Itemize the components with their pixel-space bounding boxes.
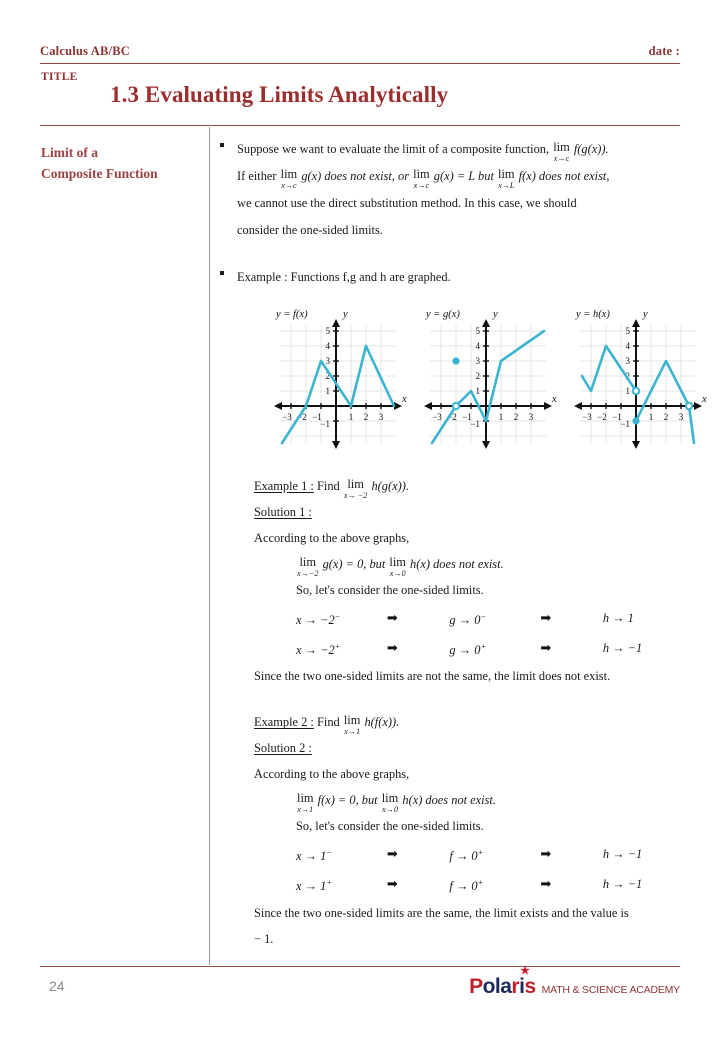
graph-h bbox=[568, 303, 708, 453]
svg-text:4: 4 bbox=[325, 341, 330, 351]
solution-1-label-text: Solution 1 : bbox=[254, 505, 312, 519]
svg-text:2: 2 bbox=[325, 371, 330, 381]
chain-g-2: g → 0+ bbox=[449, 641, 487, 658]
spacer bbox=[218, 689, 688, 709]
limit-operator bbox=[281, 168, 298, 190]
svg-text:1: 1 bbox=[475, 386, 480, 396]
graph-h-title: y = h(x) bbox=[576, 309, 610, 320]
graph-g-title: y = g(x) bbox=[426, 309, 460, 320]
solution-1-chain-row-2 bbox=[296, 633, 688, 663]
limit-operator bbox=[553, 141, 570, 163]
limit-operator bbox=[297, 792, 314, 814]
graph-h-svg bbox=[568, 303, 708, 453]
intro-line-2-end: f(x) does not exist, bbox=[518, 169, 610, 183]
logo-tagline: MATH & SCIENCE ACADEMY bbox=[541, 984, 680, 996]
svg-text:2: 2 bbox=[663, 412, 669, 422]
graph-g-ylabel: y bbox=[493, 309, 498, 320]
date-label: date : bbox=[648, 44, 680, 58]
svg-text:3: 3 bbox=[625, 356, 630, 366]
limit-op: lim bbox=[381, 791, 399, 806]
example-2-prompt bbox=[254, 709, 688, 735]
solution-2-conclusion-line-1: Since the two one-sided limits are the same, the limit exists and the value is bbox=[254, 905, 629, 920]
limit-sub: x→1 bbox=[344, 727, 361, 737]
limit-sub: x→c bbox=[281, 181, 297, 191]
limit-operator bbox=[498, 168, 515, 190]
solution-2-chain-row-2 bbox=[296, 869, 688, 899]
svg-text:2: 2 bbox=[513, 412, 519, 422]
chain-f-1: f → 0+ bbox=[449, 847, 484, 864]
logo-letter-r: r bbox=[511, 975, 520, 998]
limit-op: lim bbox=[347, 477, 364, 492]
chain-x-1: x → −2− bbox=[296, 611, 341, 628]
limit-operator bbox=[297, 556, 318, 578]
svg-text:1: 1 bbox=[348, 412, 354, 422]
svg-text:3: 3 bbox=[378, 412, 384, 422]
example-2-expr: h(f(x)). bbox=[364, 715, 400, 730]
closed-point bbox=[452, 357, 459, 364]
example-1-expr: h(g(x)). bbox=[371, 479, 409, 493]
chain-h-1: h → −1 bbox=[602, 847, 643, 862]
open-point bbox=[686, 403, 692, 409]
column-divider bbox=[209, 127, 210, 965]
intro-line-1 bbox=[237, 136, 688, 163]
main-content bbox=[218, 136, 707, 952]
svg-text:4: 4 bbox=[625, 341, 630, 351]
limit-sub: x→0 bbox=[389, 569, 406, 579]
svg-text:3: 3 bbox=[528, 412, 534, 422]
graph-row bbox=[246, 303, 707, 453]
limit-operator bbox=[389, 556, 406, 578]
logo-wordmark bbox=[469, 965, 536, 999]
axes bbox=[278, 323, 398, 445]
chain-h-2: h → −1 bbox=[602, 877, 643, 892]
svg-text:−3: −3 bbox=[582, 412, 592, 422]
solution-1-equation-mid: g(x) = 0, but bbox=[322, 557, 386, 571]
chain-x-2: x → −2+ bbox=[296, 641, 341, 658]
header-divider-bottom bbox=[40, 125, 680, 126]
svg-text:3: 3 bbox=[475, 356, 480, 366]
arrow-icon: ➡ bbox=[540, 610, 552, 626]
limit-op: lim bbox=[280, 167, 298, 182]
open-point bbox=[633, 388, 639, 394]
sidebar-heading bbox=[41, 142, 201, 184]
header-divider-top bbox=[40, 63, 680, 64]
svg-text:−2: −2 bbox=[597, 412, 607, 422]
intro-line-2-mid-2: g(x) = L but bbox=[433, 169, 494, 183]
graph-g-svg bbox=[418, 303, 558, 453]
limit-sub: x→0 bbox=[382, 805, 398, 815]
solution-2-label-text: Solution 2 : bbox=[254, 741, 312, 756]
sidebar-heading-line-1: Limit of a bbox=[41, 145, 98, 160]
limit-op: lim bbox=[297, 791, 314, 806]
limit-op: lim bbox=[389, 555, 406, 570]
example-intro-bullet bbox=[218, 264, 688, 291]
graph-h-ylabel: y bbox=[643, 309, 648, 320]
svg-text:3: 3 bbox=[325, 356, 330, 366]
svg-text:3: 3 bbox=[678, 412, 684, 422]
grid bbox=[280, 325, 396, 443]
limit-sub: x→−2 bbox=[297, 569, 319, 579]
limit-sub: x→1 bbox=[297, 805, 314, 815]
svg-text:1: 1 bbox=[498, 412, 504, 422]
svg-text:−2: −2 bbox=[297, 412, 307, 422]
graph-g-xlabel: x bbox=[552, 394, 557, 405]
axes bbox=[578, 323, 698, 445]
graph-f bbox=[268, 303, 408, 453]
chain-h-2: h → −1 bbox=[602, 641, 643, 656]
arrow-icon: ➡ bbox=[386, 846, 398, 862]
intro-line-4: consider the one-sided limits. bbox=[237, 223, 383, 237]
svg-text:2: 2 bbox=[625, 371, 630, 381]
limit-sub: x→ −2 bbox=[343, 491, 368, 501]
limit-operator bbox=[344, 714, 361, 736]
page-number: 24 bbox=[49, 978, 65, 994]
solution-2-equation bbox=[296, 787, 688, 813]
course-label: Calculus AB/BC bbox=[40, 44, 130, 58]
star-icon: ★ bbox=[520, 965, 530, 977]
svg-text:−2: −2 bbox=[447, 412, 457, 422]
logo-letter-p: P bbox=[469, 975, 483, 998]
example-intro-text: Example : Functions f,g and h are graphed. bbox=[237, 270, 451, 284]
limit-sub: x→c bbox=[553, 154, 570, 164]
footer-divider bbox=[40, 966, 680, 967]
svg-text:1: 1 bbox=[325, 386, 330, 396]
logo-letters-ola: ola bbox=[482, 975, 512, 998]
open-point bbox=[453, 403, 459, 409]
graph-g-curve bbox=[432, 331, 544, 443]
intro-line-1-expr: f(g(x)). bbox=[573, 142, 609, 156]
limit-operator bbox=[413, 168, 430, 190]
solution-1-consider: So, let's consider the one-sided limits. bbox=[296, 583, 484, 597]
intro-line-2-pre: If either bbox=[237, 169, 277, 183]
solution-2-according: According to the above graphs, bbox=[254, 767, 410, 782]
solution-1-according: According to the above graphs, bbox=[254, 531, 410, 545]
svg-text:5: 5 bbox=[475, 326, 480, 336]
svg-text:5: 5 bbox=[625, 326, 630, 336]
intro-line-2 bbox=[237, 163, 688, 190]
chain-x-1: x → 1− bbox=[296, 847, 333, 864]
title-tag: TITLE bbox=[41, 71, 78, 83]
chain-g-1: g → 0− bbox=[449, 611, 487, 628]
arrow-icon: ➡ bbox=[540, 846, 552, 862]
limit-op: lim bbox=[299, 555, 316, 570]
graph-h-curve-left bbox=[582, 346, 636, 391]
intro-bullet bbox=[218, 136, 688, 244]
solution-2-equation-end: h(x) does not exist. bbox=[402, 793, 496, 808]
limit-op: lim bbox=[553, 140, 570, 155]
logo-letter-s: s bbox=[524, 975, 536, 998]
limit-op: lim bbox=[343, 713, 361, 728]
tick-labels bbox=[582, 326, 684, 429]
chain-f-2: f → 0+ bbox=[449, 877, 484, 894]
limit-operator bbox=[344, 478, 368, 500]
arrow-icon: ➡ bbox=[386, 876, 398, 892]
graph-f-ylabel: y bbox=[343, 309, 348, 320]
svg-text:−1: −1 bbox=[312, 412, 322, 422]
graph-h-curve-right bbox=[636, 361, 694, 443]
page-title: 1.3 Evaluating Limits Analytically bbox=[110, 82, 449, 107]
svg-text:−1: −1 bbox=[320, 419, 330, 429]
svg-text:4: 4 bbox=[475, 341, 480, 351]
chain-h-1: h → 1 bbox=[602, 611, 634, 626]
graph-f-svg bbox=[268, 303, 408, 453]
chain-x-2: x → 1+ bbox=[296, 877, 333, 894]
example-2-label: Example 2 : bbox=[254, 715, 314, 730]
svg-text:−3: −3 bbox=[432, 412, 442, 422]
svg-text:−1: −1 bbox=[612, 412, 622, 422]
arrow-icon: ➡ bbox=[386, 610, 398, 626]
intro-line-1-text: Suppose we want to evaluate the limit of a composite function, bbox=[237, 142, 550, 156]
arrow-icon: ➡ bbox=[386, 640, 398, 656]
limit-op: lim bbox=[413, 167, 430, 182]
svg-text:1: 1 bbox=[648, 412, 654, 422]
example-1-prompt bbox=[254, 473, 688, 499]
header-row bbox=[40, 44, 680, 59]
closed-point bbox=[632, 417, 639, 424]
intro-line-3: we cannot use the direct substitution method. In this case, we should bbox=[237, 196, 577, 210]
sidebar-heading-line-2: Composite Function bbox=[41, 166, 158, 181]
svg-text:2: 2 bbox=[475, 371, 480, 381]
spacer bbox=[218, 244, 688, 264]
graph-h-xlabel: x bbox=[702, 394, 707, 405]
logo-letter-i: ★ i bbox=[519, 965, 530, 998]
solution-2-label bbox=[254, 735, 688, 761]
limit-sub: x→L bbox=[498, 181, 515, 191]
solution-2-conclusion-line-2: − 1. bbox=[254, 931, 274, 946]
limit-operator bbox=[382, 792, 399, 814]
solution-2-equation-mid: f(x) = 0, but bbox=[317, 793, 378, 808]
svg-text:1: 1 bbox=[625, 386, 630, 396]
solution-2-consider: So, let's consider the one-sided limits. bbox=[296, 819, 484, 834]
svg-text:−1: −1 bbox=[470, 419, 480, 429]
solution-1-equation-end: h(x) does not exist. bbox=[410, 557, 504, 571]
graph-f-title: y = f(x) bbox=[276, 309, 308, 320]
solution-1-conclusion: Since the two one-sided limits are not the same, the limit does not exist. bbox=[254, 669, 611, 684]
arrow-icon: ➡ bbox=[540, 640, 552, 656]
svg-text:5: 5 bbox=[325, 326, 330, 336]
solution-2-chain-row-1 bbox=[296, 839, 688, 869]
example-2-find: Find bbox=[316, 715, 340, 730]
svg-text:−1: −1 bbox=[620, 419, 630, 429]
spacer bbox=[218, 453, 688, 473]
svg-text:−3: −3 bbox=[282, 412, 292, 422]
graph-g bbox=[418, 303, 558, 453]
example-1-label: Example 1 : bbox=[254, 479, 314, 493]
solution-1-label bbox=[254, 499, 688, 525]
example-1-find: Find bbox=[316, 479, 340, 493]
limit-op: lim bbox=[498, 167, 515, 182]
solution-1-chain-row-1 bbox=[296, 603, 688, 633]
graph-f-xlabel: x bbox=[402, 394, 407, 405]
logo bbox=[469, 965, 680, 999]
svg-text:−1: −1 bbox=[462, 412, 472, 422]
limit-sub: x→c bbox=[413, 181, 430, 191]
svg-text:2: 2 bbox=[363, 412, 369, 422]
arrow-icon: ➡ bbox=[540, 876, 552, 892]
intro-line-2-mid-1: g(x) does not exist, or bbox=[301, 169, 410, 183]
spacer bbox=[218, 291, 688, 303]
solution-1-equation bbox=[296, 551, 688, 577]
